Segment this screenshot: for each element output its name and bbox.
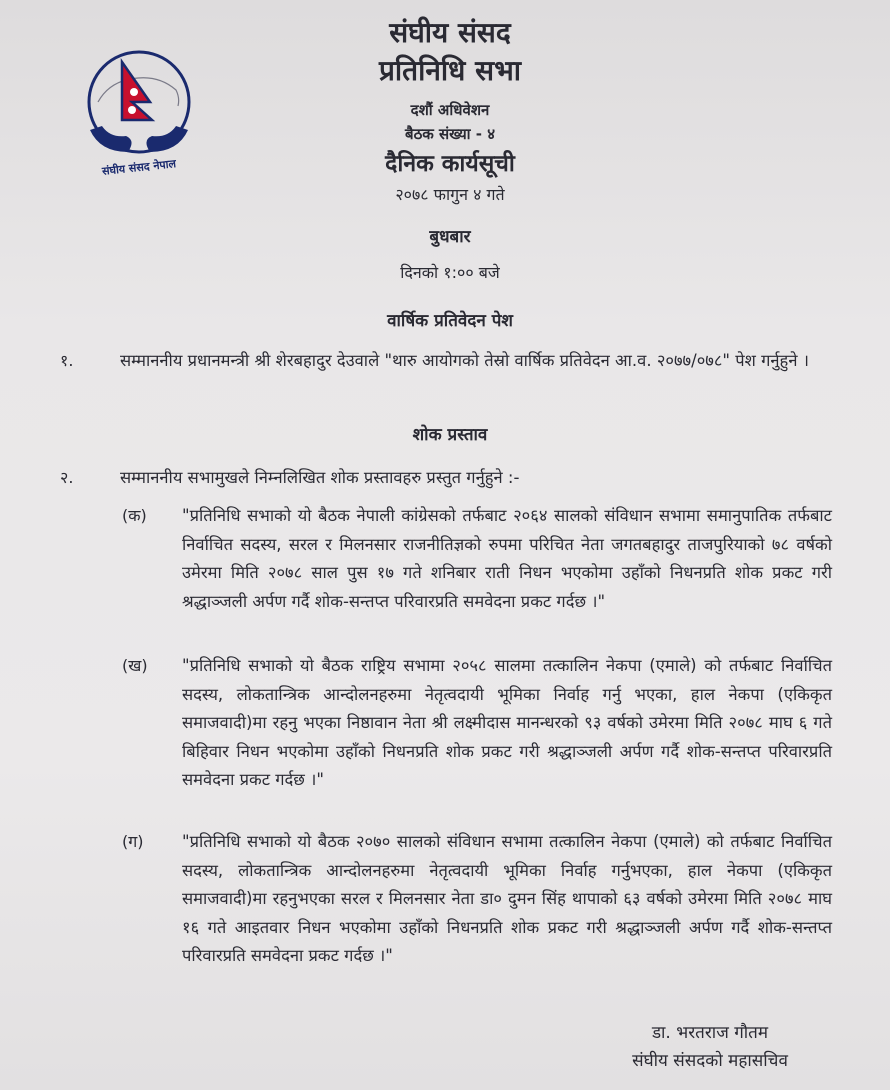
annual-report-heading: वार्षिक प्रतिवेदन पेश: [387, 311, 513, 331]
condolence-text-ga: "प्रतिनिधि सभाको यो बैठक २०७० सालको संविधान सभामा तत्कालिन नेकपा (एमाले) को तर्फबाट निर्वाचित सदस्य, लोकतान्त्रिक आन्दोलनहरुमा नेतृत्वदायी भूमिका निर्वाह गर्नुभएका, हाल नेकपा (एकिकृत समाजवादी)मा रहनुभएका सरल र मिलनसार नेता डा० दुमन सिंह थापाको ६३ वर्षको उमेरमा मिति २०७८ माघ १६ गते आइतवार निधन भएकोमा उहाँको निधनप्रति शोक प्रकट गरी श्रद्धाञ्जली अर्पण गर्दै शोक-सन्तप्त परिवारप्रति समवेदना प्रकट गर्दछ ।": [182, 832, 832, 965]
condolence-label-kha: (ख): [122, 656, 148, 675]
condolence-text-kha: "प्रतिनिधि सभाको यो बैठक राष्ट्रिय सभामा २०५८ सालमा तत्कालिन नेकपा (एमाले) को तर्फबाट निर्वाचित सदस्य, लोकतान्त्रिक आन्दोलनहरुमा नेतृत्वदायी भूमिका निर्वाह गर्नु भएका, हाल नेकपा (एकिकृत समाजवादी)मा रहनु भएका निष्ठावान नेता श्री लक्ष्मीदास मानन्धरको ९३ वर्षको उमेरमा मिति २०७८ माघ ६ गते बिहिवार निधन भएकोमा उहाँको निधनप्रति शोक प्रकट गरी श्रद्धाञ्जली अर्पण गर्दै शोक-सन्तप्त परिवारप्रति समवेदना प्रकट गर्दछ ।": [182, 656, 832, 789]
signatory-title: संघीय संसदको महासचिव: [632, 1051, 788, 1071]
meeting-number: बैठक संख्या - ४: [405, 125, 495, 143]
condolence-label-ga: (ग): [122, 832, 144, 851]
condolence-label-ka: (क): [122, 506, 147, 525]
document-subtitle: प्रतिनिधि सभा: [378, 54, 522, 87]
condolence-intro: सम्माननीय सभामुखले निम्नलिखित शोक प्रस्तावहरु प्रस्तुत गर्नुहुने :-: [120, 468, 520, 487]
meeting-day: बुधबार: [429, 227, 471, 247]
emblem-caption: संघीय संसद नेपाल: [101, 157, 177, 178]
signatory-name: डा. भरतराज गौतम: [651, 1023, 769, 1043]
condolence-heading: शोक प्रस्ताव: [412, 425, 488, 445]
document-title: संघीय संसद: [389, 16, 511, 49]
meeting-time: दिनको १:०० बजे: [400, 263, 500, 282]
item-number-1: १.: [60, 351, 74, 370]
item-number-2: २.: [60, 468, 74, 487]
session-label: दशौं अधिवेशन: [410, 101, 490, 119]
annual-report-text: सम्माननीय प्रधानमन्त्री श्री शेरबहादुर देउवाले "थारु आयोगको तेस्रो वार्षिक प्रतिवेदन आ.व. २०७७/०७८" पेश गर्नुहुने ।: [120, 351, 809, 370]
agenda-title: दैनिक कार्यसूची: [385, 151, 515, 177]
meeting-date: २०७८ फागुन ४ गते: [395, 185, 505, 204]
condolence-text-ka: "प्रतिनिधि सभाको यो बैठक नेपाली कांग्रेसको तर्फबाट २०६४ सालको संविधान सभामा समानुपातिक तर्फबाट निर्वाचित सदस्य, सरल र मिलनसार राजनीतिज्ञको रुपमा परिचित नेता जगतबहादुर ताजपुरियाको ७८ वर्षको उमेरमा मिति २०७८ साल पुस १७ गते शनिबार राती निधन भएकोमा उहाँको निधनप्रति शोक प्रकट गरी श्रद्धाञ्जली अर्पण गर्दै शोक-सन्तप्त परिवारप्रति समवेदना प्रकट गर्दछ ।": [182, 506, 833, 611]
